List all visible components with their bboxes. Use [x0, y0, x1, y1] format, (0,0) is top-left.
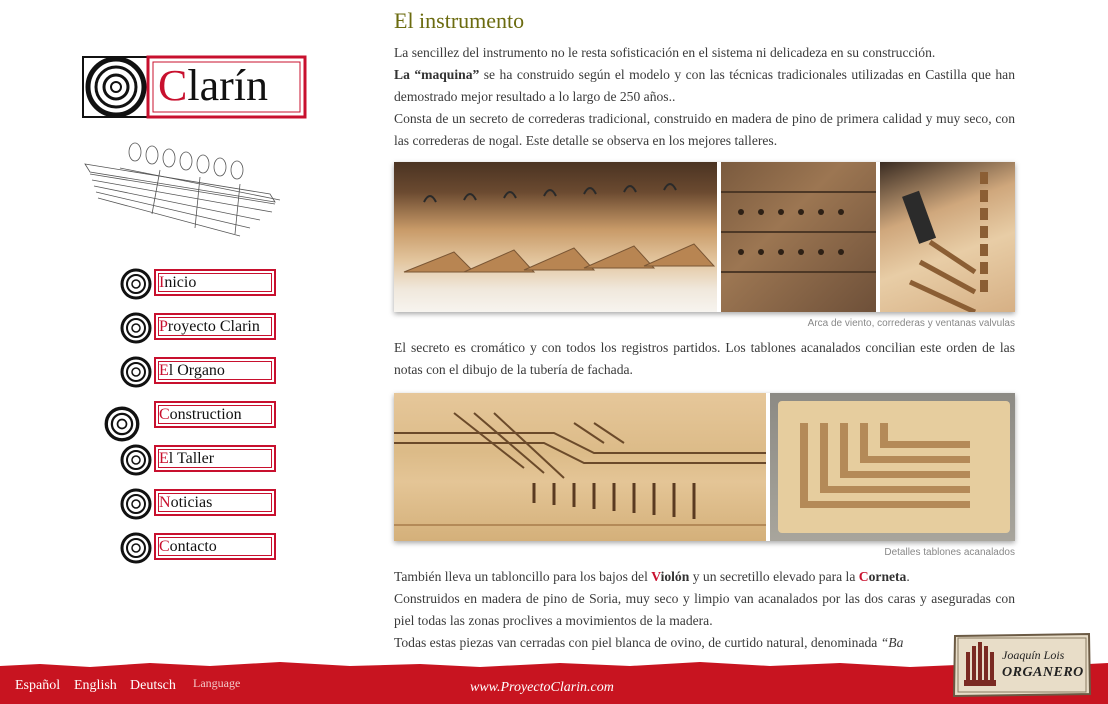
- nav-item-proyecto-clarin[interactable]: [104, 312, 294, 344]
- photo-wind-chest[interactable]: [394, 162, 717, 312]
- intro-paragraph: La sencillez del instrumento no le resta sofisticación en el sistema ni delicadeza en su construcción.: [394, 45, 936, 60]
- rosette-icon: [120, 532, 152, 564]
- lang-english-link[interactable]: English: [74, 678, 117, 693]
- nav-item-contacto[interactable]: [104, 532, 294, 564]
- badge-title: ORGANERO: [1002, 665, 1084, 680]
- rosette-icon: [120, 488, 152, 520]
- tabloncillo-paragraph: También lleva un tabloncillo para los bajos del Violón y un secretillo elevado para la Corneta.: [394, 569, 910, 584]
- secreto-paragraph: Consta de un secreto de correderas tradicional, construido en madera de pino de primera calidad y muy seco, con las correderas de nogal. Este detalle se observa en los mejores talleres.: [394, 111, 1015, 148]
- nav-item-label: Inicio: [159, 274, 197, 291]
- nav-item-label: Proyecto Clarin: [159, 318, 260, 335]
- organ-sketch-illustration: [80, 142, 280, 242]
- badge-name: Joaquín Lois: [1002, 648, 1065, 662]
- rosette-icon: [104, 406, 140, 442]
- gallery-caption-1: Arca de viento, correderas y ventanas valvulas: [807, 318, 1015, 329]
- nav-item-label: El Organo: [159, 362, 225, 379]
- logo-text: Clarín: [158, 61, 268, 110]
- main-navigation: [104, 268, 294, 576]
- photo-sliders[interactable]: [721, 162, 876, 312]
- lang-deutsch-link[interactable]: Deutsch: [130, 678, 176, 693]
- photo-gallery-secreto: [394, 162, 1015, 312]
- site-url[interactable]: www.ProyectoClarin.com: [470, 680, 614, 695]
- materials-paragraph: Construidos en madera de pino de Soria, muy seco y limpio van acanalados por las dos caras y aseguradas con piel todas las zonas proclives a movimientos de la madera.: [394, 591, 1015, 628]
- nav-item-label: Contacto: [159, 538, 217, 555]
- photo-grooved-board[interactable]: [394, 393, 766, 541]
- photo-grooved-detail[interactable]: [770, 393, 1015, 541]
- rosette-icon: [120, 444, 152, 476]
- nav-item-construction[interactable]: [104, 400, 294, 432]
- piel-paragraph: Todas estas piezas van cerradas con piel blanca de ovino, de curtido natural, denominada “Ba: [394, 635, 904, 650]
- nav-item-el-organo[interactable]: [104, 356, 294, 388]
- nav-item-label: Construction: [159, 406, 242, 423]
- nav-item-inicio[interactable]: [104, 268, 294, 300]
- photo-gallery-tablones: [394, 393, 1015, 541]
- page-title: El instrumento: [394, 8, 525, 33]
- clarin-logo[interactable]: [82, 54, 308, 120]
- rosette-icon: [120, 312, 152, 344]
- maquina-paragraph: La “maquina” se ha construido según el modelo y con las técnicas tradicionales utilizadas en Castilla que han demostrado mejor resultado a lo largo de 250 años..: [394, 67, 1015, 104]
- rosette-icon: [120, 356, 152, 388]
- main-content: [394, 8, 1015, 654]
- rosette-icon: [120, 268, 152, 300]
- gallery-caption-2: Detalles tablones acanalados: [884, 547, 1015, 558]
- nav-item-el-taller[interactable]: [104, 444, 294, 476]
- nav-item-label: Noticias: [159, 494, 213, 511]
- language-label: Language: [193, 676, 241, 690]
- photo-carving[interactable]: [880, 162, 1015, 312]
- nav-item-noticias[interactable]: [104, 488, 294, 520]
- lang-espanol-link[interactable]: Español: [15, 678, 61, 693]
- nav-item-label: El Taller: [159, 450, 215, 467]
- cromatico-paragraph: El secreto es cromático y con todos los registros partidos. Los tablones acanalados concilian este orden de las notas con el dibujo de la tubería de fachada.: [394, 340, 1015, 377]
- organero-badge[interactable]: [952, 632, 1092, 698]
